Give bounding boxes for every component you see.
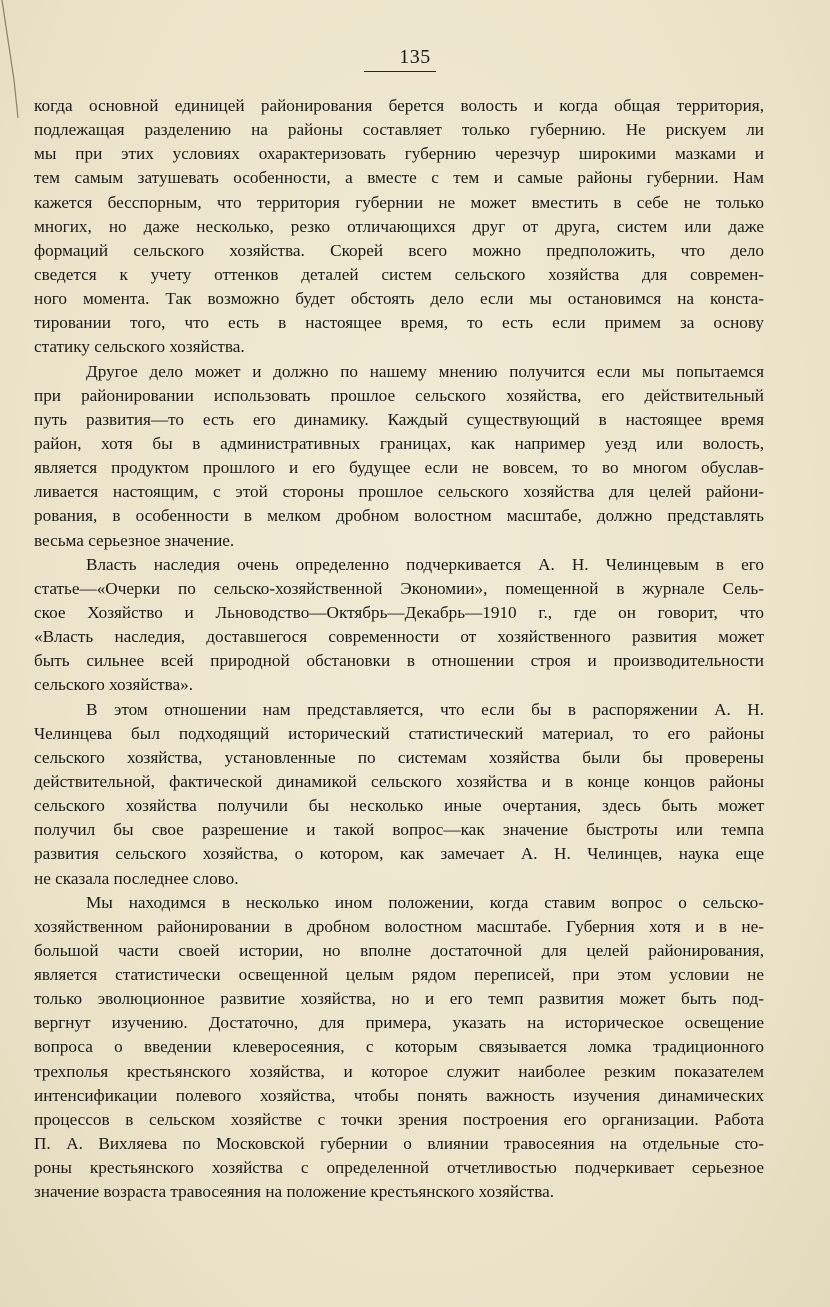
text-line: вергнут изучению. Достаточно, для примера, указать на историческое освещение [34,1013,764,1033]
page-number-rule [364,71,436,72]
text-line: получил бы свое разрешение и такой вопрос—как значение быстроты или темпа [34,820,764,840]
text-line: вопроса о введении клеверосеяния, с которым связывается ломка традиционного [34,1037,764,1057]
text-line: мы при этих условиях охарактеризовать губернию черезчур широкими мазками и [34,144,764,164]
text-line: район, хотя бы в административных границах, как например уезд или волость, [34,433,764,453]
text-line: П. А. Вихляева по Московской губернии о влиянии травосеяния на отдельные сто- [34,1134,764,1154]
text-line: действительной, фактической динамикой сельского хозяйства и в конце концов районы [34,771,764,791]
text-line: развития сельского хозяйства, о котором, как замечает А. Н. Челинцев, наука еще [34,844,764,864]
text-line: Власть наследия очень определенно подчеркивается А. Н. Челинцевым в его [86,554,764,574]
text-line: не сказала последнее слово. [34,868,239,888]
text-line: является статистически освещенной целым рядом переписей, при этом условии не [34,965,764,985]
text-line: весьма серьезное значение. [34,530,235,550]
paragraph [34,698,764,891]
text-line: путь развития—то есть его динамику. Каждый существующий в настоящее время [34,409,764,429]
text-line: формаций сельского хозяйства. Скорей всего можно предположить, что дело [34,240,764,260]
text-line: большой части своей истории, но вполне достаточной для целей районирования, [34,940,764,960]
page-number: 135 [399,46,431,68]
text-line: роны крестьянского хозяйства с определенной отчетливостью подчеркивает серьезное [34,1158,764,1178]
text-line: трехполья крестьянского хозяйства, и которое служит наиболее резким показателем [34,1061,764,1081]
text-line: статику сельского хозяйства. [34,337,245,357]
text-line: статье—«Очерки по сельско-хозяйственной Экономии», помещенной в журнале Сель- [34,578,764,598]
text-line: интенсификации полевого хозяйства, чтобы понять важность изучения динамических [34,1085,764,1105]
body-text [34,94,764,1204]
paragraph [34,360,764,553]
text-line: ного момента. Так возможно будет обстоять дело если мы остановимся на конста- [34,289,764,309]
text-line: многих, но даже несколько, резко отличающихся друг от друга, систем или даже [34,216,764,236]
text-line: подлежащая разделению на районы составляет только губернию. Не рискуем ли [34,120,764,140]
text-line: только эволюционное развитие хозяйства, но и его темп развития может быть под- [34,989,764,1009]
text-line: ское Хозяйство и Льноводство—Октябрь—Декабрь—1910 г., где он говорит, что [34,602,764,622]
text-line: сведется к учету оттенков деталей систем сельского хозяйства для современ- [34,264,764,284]
text-line: Мы находимся в несколько ином положении, когда ставим вопрос о сельско- [86,892,764,912]
text-line: рования, в особенности в мелком дробном волостном масштабе, должно представлять [34,506,764,526]
text-line: тем самым затушевать особенности, а вместе с тем и самые районы губернии. Нам [34,168,764,188]
text-line: ливается настоящим, с этой стороны прошлое сельского хозяйства для целей райони- [34,482,764,502]
text-line: сельского хозяйства». [34,675,194,695]
text-line: значение возраста травосеяния на положение крестьянского хозяйства. [34,1182,555,1202]
text-line: когда основной единицей районирования берется волость и когда общая территория, [34,96,764,115]
text-line: Челинцева был подходящий исторический статистический материал, то его районы [34,723,764,743]
paragraph [34,891,764,1205]
text-line: Другое дело может и должно по нашему мнению получится если мы попытаемся [86,361,764,381]
text-line: быть сильнее всей природной обстановки в отношении строя и производительности [34,651,764,671]
text-line: хозяйственном районировании в дробном волостном масштабе. Губерния хотя и в не- [34,916,764,936]
text-line: тировании того, что есть в настоящее время, то есть если примем за основу [34,313,764,333]
paragraph [34,94,764,360]
text-line: является продуктом прошлого и его будущее если не вовсем, то во многом обуслав- [34,458,764,478]
text-line: кажется бесспорным, что территория губернии не может вместить в себе не только [34,192,764,212]
text-line: «Власть наследия, доставшегося современности от хозяйственного развития может [34,627,764,647]
text-line: сельского хозяйства, установленные по системам хозяйства были бы проверены [34,747,764,767]
text-line: процессов в сельском хозяйстве с точки зрения построения его организации. Работа [34,1109,764,1129]
text-line: сельского хозяйства получили бы несколько иные очертания, здесь быть может [34,796,764,816]
paragraph [34,553,764,698]
text-line: при районировании использовать прошлое сельского хозяйства, его действительный [34,385,764,405]
text-line: В этом отношении нам представляется, что если бы в распоряжении А. Н. [86,699,764,719]
